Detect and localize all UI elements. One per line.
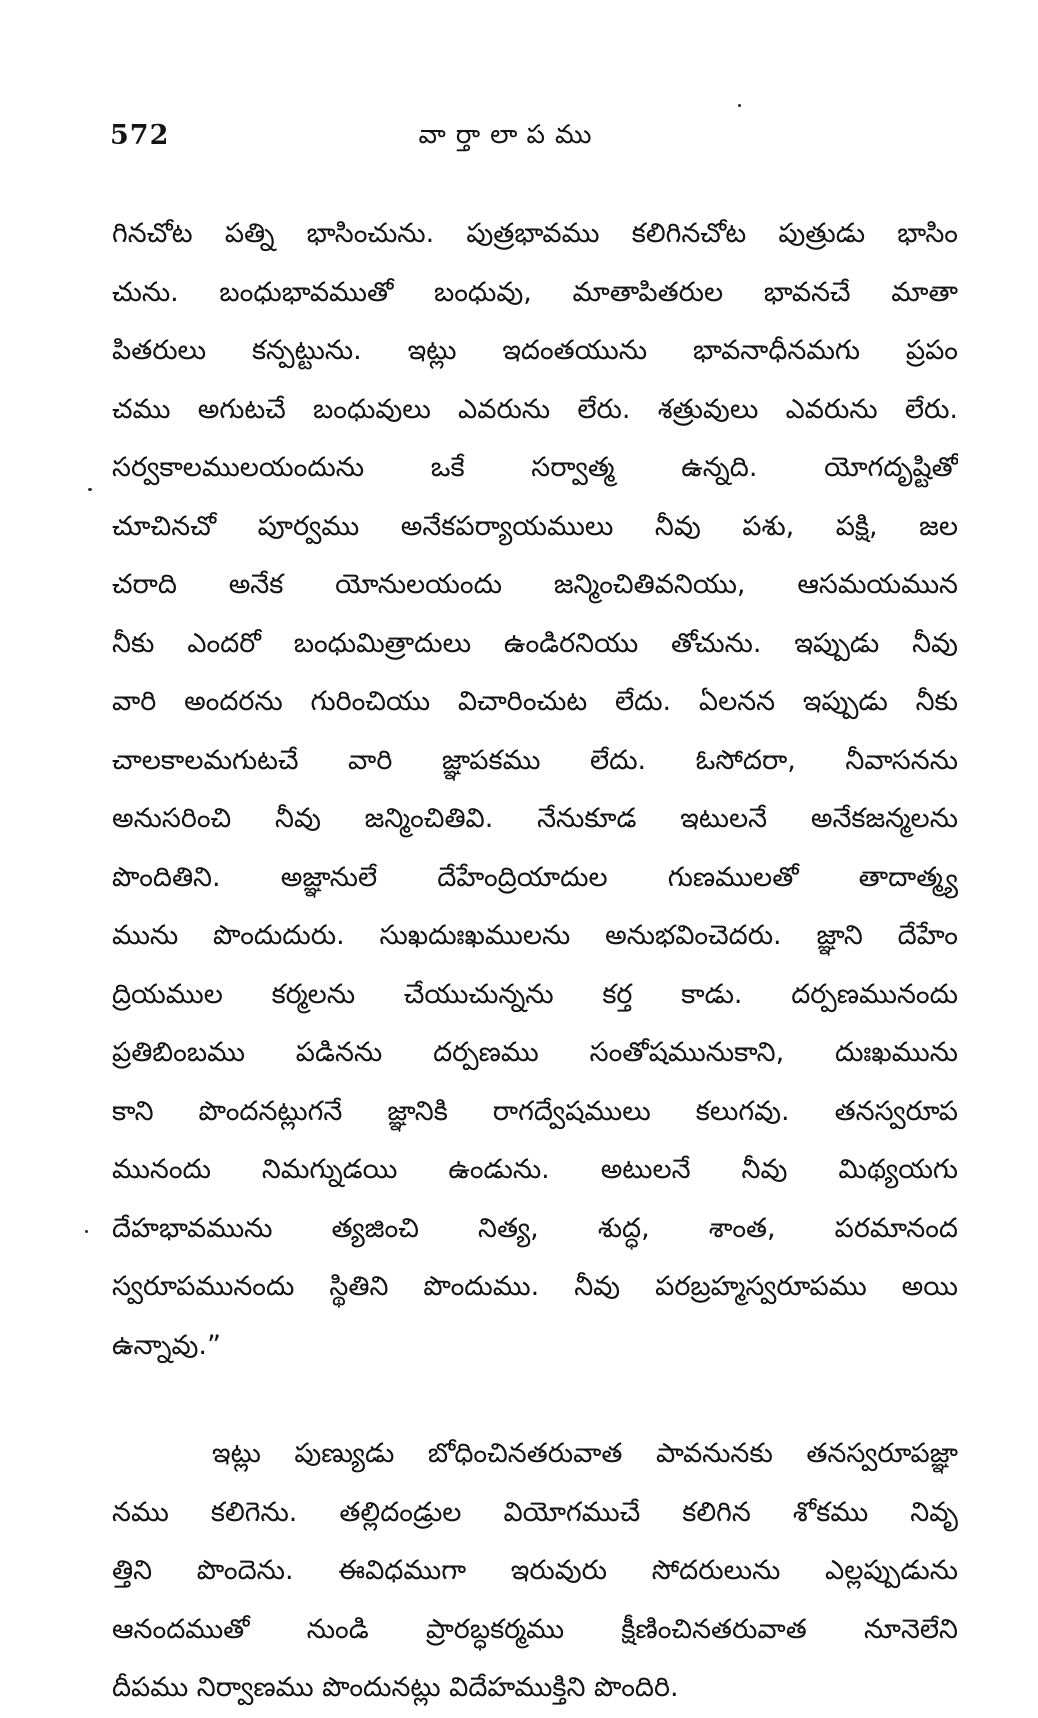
text-line: మును పొందుదురు. సుఖదుఃఖములను అనుభవించెదరు. జ్ఞాని దేహేం — [112, 920, 958, 951]
text-line: పొందితిని. అజ్ఞానులే దేహేంద్రియాదుల గుణములతో తాదాత్మ్య — [112, 861, 958, 893]
page-header — [110, 120, 950, 160]
page-number: 572 — [110, 120, 170, 151]
text-line: చును. బంధుభావముతో బంధువు, మాతాపితరుల భావనచే మాతా — [112, 276, 958, 308]
text-line: కాని పొందనట్లుగనే జ్ఞానికి రాగద్వేషములు కలుగవు. తనస్వరూప — [112, 1095, 958, 1127]
text-line: ఇట్లు పుణ్యుడు బోధించినతరువాత పావనునకు తనస్వరూపజ్ఞా — [212, 1438, 958, 1469]
text-line: ఆనందముతో నుండి ప్రారబ్ధకర్మము క్షీణించినతరువాత నూనెలేని — [112, 1613, 958, 1645]
text-line: ద్రియముల కర్మలను చేయుచున్నను కర్త కాడు. దర్పణమునందు — [112, 978, 958, 1010]
text-line: నము కలిగెను. తల్లిదండ్రుల వియోగముచే కలిగిన శోకము నివృ — [112, 1496, 958, 1528]
text-line: దీపము నిర్వాణము పొందునట్లు విదేహముక్తిని పొందిరి. — [112, 1672, 679, 1703]
text-line: స్వరూపమునందు స్థితిని పొందుము. నీవు పరబ్రహ్మస్వరూపము అయి — [112, 1271, 958, 1302]
text-line: చము అగుటచే బంధువులు ఎవరును లేరు. శత్రువులు ఎవరును లేరు. — [112, 393, 958, 425]
text-line: వారి అందరను గురించియు విచారించుట లేదు. ఏలనన ఇప్పుడు నీకు — [112, 686, 958, 717]
scan-speck — [738, 104, 741, 107]
scan-speck — [85, 1230, 88, 1233]
text-line: ఉన్నావు.” — [112, 1329, 221, 1361]
running-title: వార్తాలాపము — [418, 120, 602, 150]
text-line: చూచినచో పూర్వము అనేకపర్యాయములు నీవు పశు, పక్షి, జల — [112, 510, 958, 542]
paragraph-2 — [112, 1425, 958, 1718]
text-line: పితరులు కన్పట్టును. ఇట్లు ఇదంతయును భావనాధీనమగు ప్రపం — [112, 335, 958, 366]
paragraph-gap — [112, 1375, 958, 1425]
scan-speck — [88, 488, 92, 491]
text-line: ప్రతిబింబము పడినను దర్పణము సంతోషమునుకాని, దుఃఖమును — [112, 1037, 958, 1068]
text-line: దేహభావమును త్యజించి నిత్య, శుద్ధ, శాంత, పరమానంద — [112, 1212, 958, 1244]
text-line: త్తిని పొందెను. ఈవిధముగా ఇరువురు సోదరులును ఎల్లప్పుడును — [112, 1555, 958, 1586]
text-line: సర్వకాలములయందును ఒకే సర్వాత్మ ఉన్నది. యోగదృష్టితో — [112, 452, 958, 483]
text-line: గినచోట పత్ని భాసించును. పుత్రభావము కలిగినచోట పుత్రుడు భాసిం — [112, 218, 958, 249]
text-line: మునందు నిమగ్నుడయి ఉండును. అటులనే నీవు మిథ్యయగు — [112, 1154, 958, 1185]
text-line: చాలకాలమగుటచే వారి జ్ఞాపకము లేదు. ఓసోదరా, నీవాసనను — [112, 744, 958, 776]
text-line: చరాది అనేక యోనులయందు జన్మించితివనియు, ఆసమయమున — [112, 569, 958, 600]
text-line: నీకు ఎందరో బంధుమిత్రాదులు ఉండిరనియు తోచును. ఇప్పుడు నీవు — [112, 627, 958, 659]
text-line: అనుసరించి నీవు జన్మించితివి. నేనుకూడ ఇటులనే అనేకజన్మలను — [112, 803, 958, 834]
paragraph-1 — [112, 205, 958, 1375]
body-text — [112, 205, 958, 1718]
